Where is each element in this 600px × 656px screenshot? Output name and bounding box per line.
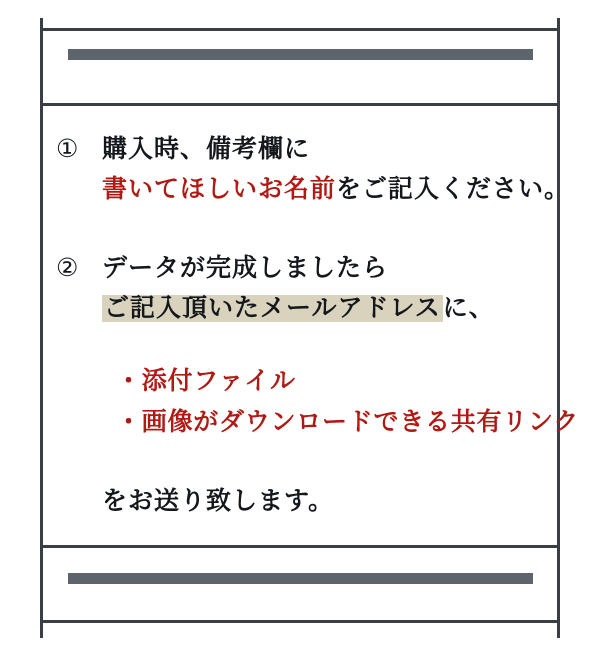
item-marker-2: ② [56,253,79,282]
bullet-item-1: ・添付ファイル [116,368,296,395]
frame-rule-lower-middle [40,545,560,548]
item-1-line-2-text: をご記入ください。 [336,175,571,203]
item-marker-1: ① [56,134,79,163]
item-lines-2 [102,249,579,521]
item-2-line-1 [102,249,579,289]
item-2-line-1-text: データが完成しましたら [102,255,389,282]
frame-rule-bottom [40,620,560,623]
decorative-bar-top [68,49,533,60]
decorative-bar-bottom [68,573,533,584]
instruction-item-2 [56,249,580,521]
item-2-line-2-highlight: ご記入頂いたメールアドレス [104,294,441,322]
delivery-bullet-list [116,362,579,443]
bullet-item-2: ・画像がダウンロードできる共有リンク [116,408,580,436]
item-1-line-1-text: 購入時、備考欄に [102,136,311,163]
item-1-line-1 [102,130,570,170]
item-2-line-2 [102,289,579,329]
instruction-item-1 [56,130,571,209]
item-2-line-2-text: に、 [442,294,495,322]
item-1-line-2 [102,170,570,210]
item-lines-1 [102,130,570,209]
instructions-body [40,106,580,545]
closing-text: をお送り致します。 [102,488,335,515]
frame-rule-top [40,28,560,31]
item-1-line-2-emphasis: 書いてほしいお名前 [102,175,337,203]
